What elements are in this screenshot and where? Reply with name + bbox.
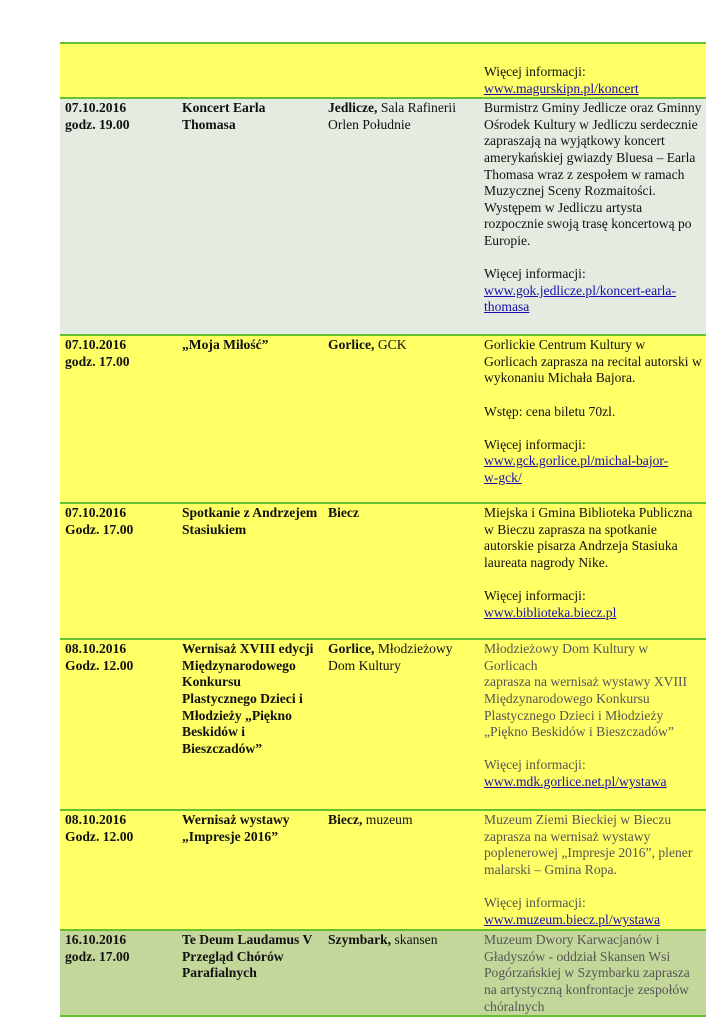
event-place-detail: Sala Rafinerii Orlen Południe <box>328 100 456 132</box>
event-date: 08.10.2016 <box>65 641 127 657</box>
event-date: 07.10.2016 <box>65 100 127 116</box>
event-row <box>60 503 706 639</box>
more-info-label: Więcej informacji: <box>484 436 586 452</box>
title-cell <box>177 639 323 810</box>
event-row <box>60 98 706 335</box>
title-cell <box>177 43 323 98</box>
event-time: Godz. 17.00 <box>65 521 134 537</box>
event-date: 07.10.2016 <box>65 337 127 353</box>
place-cell <box>323 930 479 1016</box>
description-cell <box>479 335 706 503</box>
event-description: Miejska i Gmina Biblioteka Publiczna w Bieczu zaprasza na spotkanie autorskie pisarza Andrzeja Stasiuka laureata nagrody Nike. <box>484 505 693 570</box>
date-cell <box>60 98 177 335</box>
more-info-label: Więcej informacji: <box>484 757 586 773</box>
event-description: Młodzieżowy Dom Kultury w Gorlicach <box>484 641 649 673</box>
event-time: Godz. 12.00 <box>65 828 134 844</box>
event-row <box>60 335 706 503</box>
event-place: Gorlice, <box>328 641 375 657</box>
event-place: Biecz, <box>328 812 363 828</box>
date-cell <box>60 503 177 639</box>
event-time: godz. 19.00 <box>65 116 130 132</box>
event-title: „Moja Miłość” <box>182 337 269 353</box>
more-info-label: Więcej informacji: <box>484 588 586 604</box>
place-cell <box>323 43 479 98</box>
more-info-link[interactable]: www.magurskipn.pl/koncert <box>484 80 639 96</box>
more-info-link[interactable]: www.mdk.gorlice.net.pl/wystawa <box>484 773 667 789</box>
description-cell <box>479 98 706 335</box>
event-date: 16.10.2016 <box>65 932 127 948</box>
event-place: Szymbark, <box>328 932 392 948</box>
event-place: Jedlicze, <box>328 100 378 116</box>
date-cell <box>60 810 177 930</box>
event-price: Wstęp: cena biletu 70zl. <box>484 403 616 419</box>
more-info-link[interactable]: www.biblioteka.biecz.pl <box>484 604 617 620</box>
description-cell <box>479 43 706 98</box>
link-line-1: www.gck.gorlice.pl/michal-bajor- <box>484 453 669 469</box>
event-place-detail: muzeum <box>362 812 413 828</box>
event-title: Spotkanie z Andrzejem Stasiukiem <box>182 505 318 537</box>
event-date: 07.10.2016 <box>65 505 127 521</box>
event-place-detail: Młodzieżowy Dom Kultury <box>328 641 453 673</box>
place-cell <box>323 335 479 503</box>
event-place: Biecz <box>328 505 359 521</box>
event-title: Koncert Earla Thomasa <box>182 100 266 132</box>
event-title: Wernisaż wystawy „Impresje 2016” <box>182 812 290 844</box>
description-cell <box>479 503 706 639</box>
link-line-2: thomasa <box>484 299 530 315</box>
event-title: Te Deum Laudamus V Przegląd Chórów Parafialnych <box>182 932 313 981</box>
more-info-label: Więcej informacji: <box>484 266 586 282</box>
event-description: Burmistrz Gminy Jedlicze oraz Gminny Ośrodek Kultury w Jedliczu serdecznie zapraszają na wyjątkowy koncert amerykańskiej gwiazdy Bluesa – Earla Thomasa wraz z zespołem w ramach Muzycznej Sceny Rozmaitości. Występem w Jedliczu artysta rozpocznie swoją trasę koncertową po Europie. <box>484 100 702 248</box>
event-description: Muzeum Ziemi Bieckiej w Bieczu zaprasza na wernisaż wystawy poplenerowej „Impresje 2016”, plener malarski – Gmina Ropa. <box>484 812 693 877</box>
event-row <box>60 639 706 810</box>
title-cell <box>177 930 323 1016</box>
event-place-detail: GCK <box>374 337 407 353</box>
title-cell <box>177 335 323 503</box>
event-time: Godz. 12.00 <box>65 657 134 673</box>
link-line-2: w-gck/ <box>484 469 522 485</box>
event-place: Gorlice, <box>328 337 375 353</box>
event-time: godz. 17.00 <box>65 948 130 964</box>
place-cell <box>323 810 479 930</box>
link-line-1: www.gok.jedlicze.pl/koncert-earla- <box>484 282 676 298</box>
more-info-link[interactable] <box>484 453 702 486</box>
date-cell <box>60 335 177 503</box>
event-date: 08.10.2016 <box>65 812 127 828</box>
event-title: Wernisaż XVIII edycji Międzynarodowego Konkursu Plastycznego Dzieci i Młodzieży „Piękno Beskidów i Bieszczadów” <box>182 641 314 756</box>
date-cell <box>60 639 177 810</box>
more-info-label: Więcej informacji: <box>484 895 586 911</box>
title-cell <box>177 503 323 639</box>
event-time: godz. 17.00 <box>65 353 130 369</box>
title-cell <box>177 810 323 930</box>
description-cell <box>479 810 706 930</box>
event-place-detail: skansen <box>391 932 438 948</box>
event-description: Gorlickie Centrum Kultury w Gorlicach zaprasza na recital autorski w wykonaniu Michała Bajora. <box>484 337 702 386</box>
more-info-link[interactable]: www.muzeum.biecz.pl/wystawa <box>484 911 661 927</box>
description-cell <box>479 930 706 1016</box>
event-description: Muzeum Dwory Karwacjanów i Gładyszów - oddział Skansen Wsi Pogórzańskiej w Szymbarku zaprasza na artystyczną konfrontacje zespołów chóralnych <box>484 932 690 1014</box>
more-info-label: Więcej informacji: <box>484 64 586 79</box>
date-cell <box>60 930 177 1016</box>
events-table <box>60 42 706 1017</box>
more-info-link[interactable] <box>484 283 702 316</box>
place-cell <box>323 639 479 810</box>
place-cell <box>323 98 479 335</box>
event-row <box>60 810 706 930</box>
event-row <box>60 930 706 1016</box>
title-cell <box>177 98 323 335</box>
event-row <box>60 43 706 98</box>
place-cell <box>323 503 479 639</box>
description-cell <box>479 639 706 810</box>
event-description-2: zaprasza na wernisaż wystawy XVIII Międzynarodowego Konkursu Plastycznego Dzieci i Młodzieży „Piękno Beskidów i Bieszczadów” <box>484 674 688 740</box>
date-cell <box>60 43 177 98</box>
